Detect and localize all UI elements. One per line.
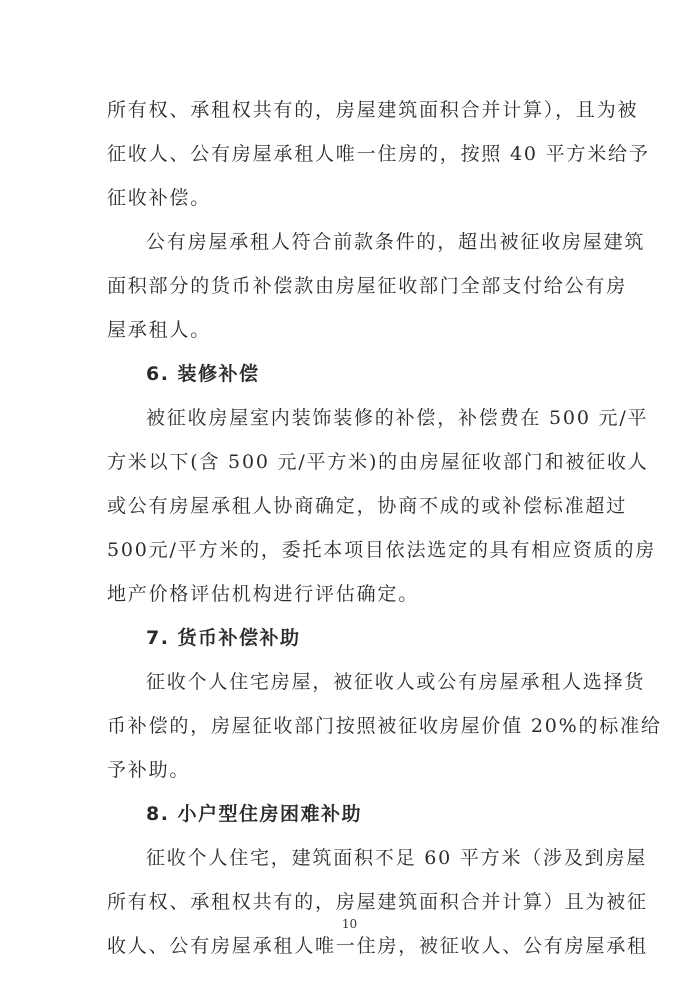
body-text-line: 地产价格评估机构进行评估确定。: [107, 583, 420, 605]
section-heading-decoration-compensation: 6. 装修补偿: [146, 363, 260, 385]
body-text-line: 所有权、承租权共有的，房屋建筑面积合并计算），且为被: [107, 99, 639, 121]
body-text-line: 征收个人住宅房屋，被征收人或公有房屋承租人选择货: [146, 671, 646, 693]
body-text-line: 公有房屋承租人符合前款条件的，超出被征收房屋建筑: [146, 231, 646, 253]
body-text-line: 方米以下(含 500 元/平方米)的由房屋征收部门和被征收人: [107, 451, 649, 473]
body-text-line: 征收补偿。: [107, 187, 212, 209]
body-text-line: 500元/平方米的，委托本项目依法选定的具有相应资质的房: [107, 539, 657, 561]
body-text-line: 或公有房屋承租人协商确定，协商不成的或补偿标准超过: [107, 495, 628, 517]
body-text-line: 被征收房屋室内装饰装修的补偿，补偿费在 500 元/平: [146, 407, 649, 429]
body-text-line: 所有权、承租权共有的，房屋建筑面积合并计算）且为被征: [107, 891, 648, 913]
body-text-line: 币补偿的，房屋征收部门按照被征收房屋价值 20%的标准给: [107, 715, 662, 737]
body-text-line: 收人、公有房屋承租人唯一住房，被征收人、公有房屋承租: [107, 935, 648, 957]
body-text-line: 面积部分的货币补偿款由房屋征收部门全部支付给公有房: [107, 275, 628, 297]
section-heading-monetary-subsidy: 7. 货币补偿补助: [146, 627, 301, 649]
section-heading-small-housing-subsidy: 8. 小户型住房困难补助: [146, 803, 363, 825]
body-text-line: 征收人、公有房屋承租人唯一住房的，按照 40 平方米给予: [107, 143, 650, 165]
body-text-line: 屋承租人。: [107, 319, 212, 341]
body-text-line: 征收个人住宅，建筑面积不足 60 平方米（涉及到房屋: [146, 847, 648, 869]
body-text-line: 予补助。: [107, 759, 191, 781]
page-number: 10: [341, 917, 358, 931]
